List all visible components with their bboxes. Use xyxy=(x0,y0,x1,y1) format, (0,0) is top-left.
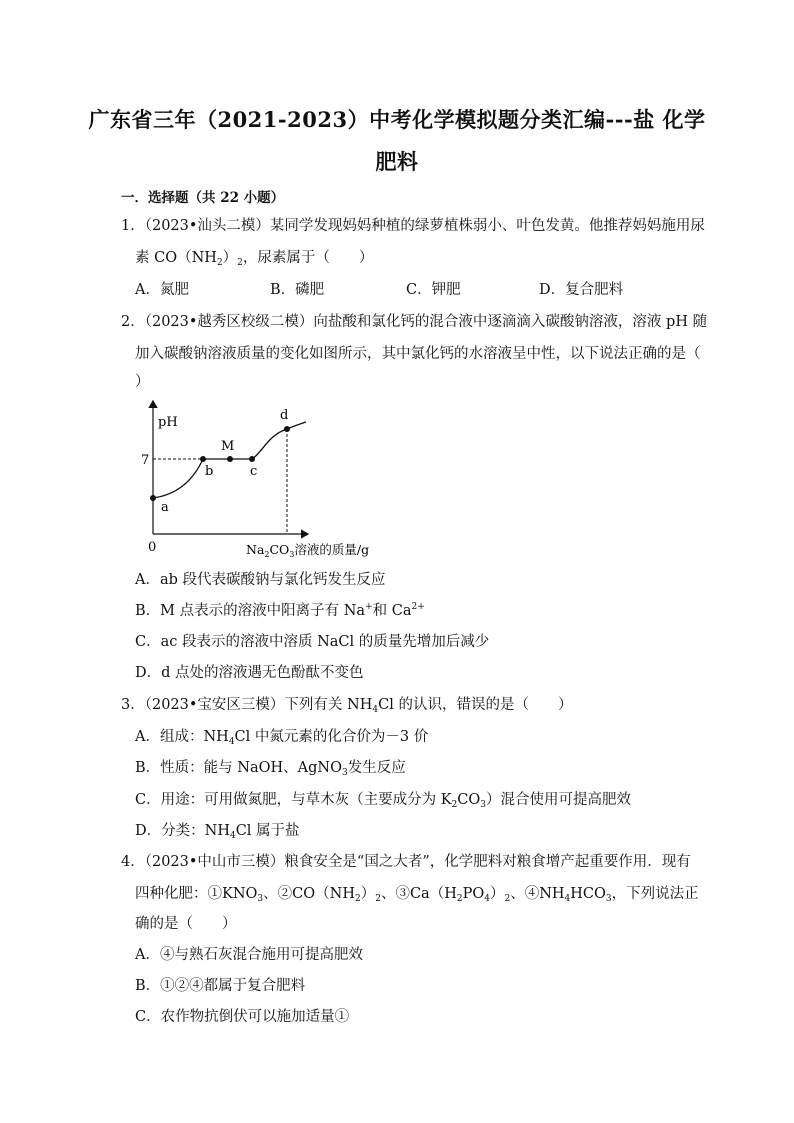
q4-option-b[interactable]: B．①②④都属于复合肥料 xyxy=(135,978,306,994)
q1-options xyxy=(135,280,623,300)
q1-stem-line-2: 素 $CO(NH_2)_2$，尿素属于（ ） xyxy=(135,250,374,268)
q2-option-c[interactable]: C．ac 段表示的溶液中溶质 NaCl 的质量先增加后减少 xyxy=(135,634,490,650)
x-axis-label: $Na_2CO_3$溶液的质量/g xyxy=(246,542,370,559)
q2-option-a[interactable]: A．ab 段代表碳酸钠与氯化钙发生反应 xyxy=(135,572,386,588)
point-m-label: M xyxy=(221,439,235,454)
q2-stem-line-1: 2．（2023•越秀区校级二模）向盐酸和氯化钙的混合液中逐滴滴入碳酸钠溶液，溶液 pH 随 xyxy=(121,314,708,330)
q3-stem: 3．（2023•宝安区三模）下列有关 $NH_4Cl$ 的认识，错误的是（ ） xyxy=(121,697,573,715)
point-m xyxy=(227,456,233,462)
point-c xyxy=(249,456,255,462)
q2-option-d[interactable]: D．d 点处的溶液遇无色酚酞不变色 xyxy=(135,665,364,681)
q4-stem-line-2: 四种化肥：$①KNO_3$、$②CO(NH_2)_2$、$③Ca(H_2PO_4)_2$、$④NH_4HCO_3$，下列说法正 xyxy=(135,886,699,904)
point-d-label: d xyxy=(280,408,289,423)
q2-stem-line-2: 加入碳酸钠溶液质量的变化如图所示，其中氯化钙的水溶液呈中性，以下说法正确的是（ xyxy=(135,346,701,362)
q1-option-c[interactable]: C．钾肥 xyxy=(406,282,461,298)
q3-option-d[interactable]: D．分类：$NH_4Cl$ 属于盐 xyxy=(135,823,300,841)
q4-stem-line-1: 4．（2023•中山市三模）粮食安全是“国之大者”，化学肥料对粮食增产起重要作用．现有 xyxy=(121,854,691,870)
origin-label: 0 xyxy=(148,540,157,555)
q4-option-a[interactable]: A．④与熟石灰混合施用可提高肥效 xyxy=(135,947,363,963)
document-title-line-2: 肥料 xyxy=(375,149,419,174)
section-heading: 一．选择题（共 22 小题） xyxy=(121,190,285,206)
ph7-label: 7 xyxy=(141,453,150,468)
y-axis-label: pH xyxy=(158,415,178,430)
point-a xyxy=(150,495,156,501)
point-b-label: b xyxy=(205,464,214,479)
document-title-line-1: 广东省三年（2021-2023）中考化学模拟题分类汇编---盐 化学 xyxy=(88,107,706,132)
point-a-label: a xyxy=(161,500,169,515)
q2-option-b[interactable]: B．M 点表示的溶液中阳离子有 Na+和 $Ca^{2+}$ xyxy=(135,602,425,619)
q1-option-a[interactable]: A．氮肥 xyxy=(135,282,189,298)
ph-graph xyxy=(130,395,400,560)
q4-stem-line-3: 确的是（ ） xyxy=(135,916,237,932)
q3-option-c[interactable]: C．用途：可用做氮肥，与草木灰（主要成分为 $K_2CO_3$）混合使用可提高肥效 xyxy=(135,792,631,810)
q2-stem-line-3: ） xyxy=(135,374,150,390)
point-d xyxy=(284,426,290,432)
q1-stem-line-1: 1．（2023•汕头二模）某同学发现妈妈种植的绿萝植株弱小、叶色发黄。他推荐妈妈施用尿 xyxy=(121,218,705,234)
q1-option-d[interactable]: D．复合肥料 xyxy=(539,282,624,298)
q4-option-c[interactable]: C．农作物抗倒伏可以施加适量① xyxy=(135,1009,350,1025)
point-c-label: c xyxy=(250,464,258,479)
q3-option-b[interactable]: B．性质：能与 NaOH、AgNO$_3$发生反应 xyxy=(135,760,406,778)
point-b xyxy=(200,456,206,462)
q1-option-b[interactable]: B．磷肥 xyxy=(270,282,325,298)
q3-option-a[interactable]: A．组成：$NH_4Cl$ 中氮元素的化合价为－3 价 xyxy=(135,729,429,747)
